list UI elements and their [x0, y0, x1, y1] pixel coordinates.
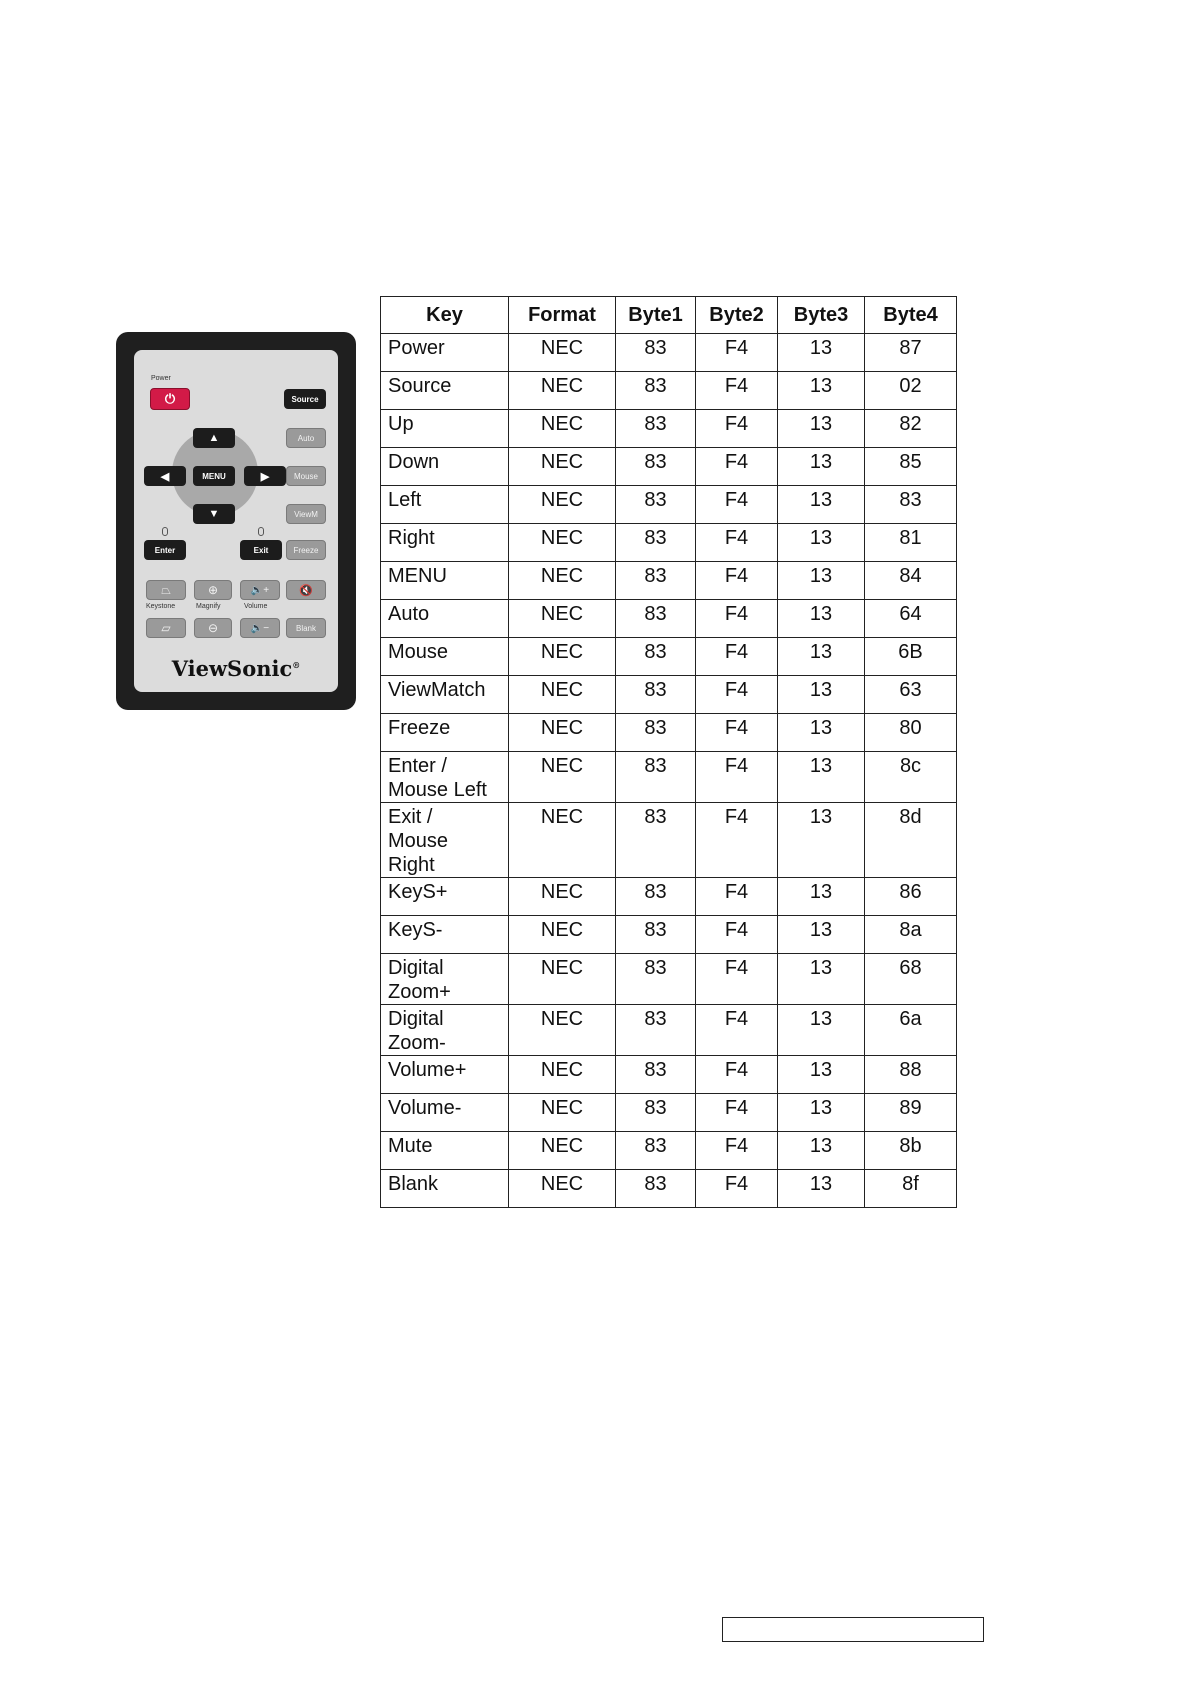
byte4-cell: 8f — [865, 1170, 957, 1208]
power-button — [150, 388, 190, 410]
format-cell: NEC — [509, 1005, 616, 1056]
key-cell: Exit / Mouse Right — [381, 803, 509, 878]
byte2-cell: F4 — [696, 410, 778, 448]
byte4-cell: 8b — [865, 1132, 957, 1170]
table-row — [381, 803, 957, 878]
zoom-out-button — [194, 618, 232, 638]
mouse-right-icon — [258, 527, 264, 536]
down-button — [193, 504, 235, 524]
byte4-cell: 63 — [865, 676, 957, 714]
byte3-cell: 13 — [778, 562, 865, 600]
format-cell: NEC — [509, 562, 616, 600]
byte1-cell: 83 — [616, 410, 696, 448]
key-cell: Auto — [381, 600, 509, 638]
byte1-cell: 83 — [616, 1170, 696, 1208]
byte3-cell: 13 — [778, 676, 865, 714]
header-key: Key — [381, 297, 509, 334]
byte4-cell: 87 — [865, 334, 957, 372]
byte1-cell: 83 — [616, 372, 696, 410]
key-cell: Up — [381, 410, 509, 448]
key-cell: Enter / Mouse Left — [381, 752, 509, 803]
byte2-cell: F4 — [696, 1170, 778, 1208]
format-cell: NEC — [509, 410, 616, 448]
byte1-cell: 83 — [616, 1094, 696, 1132]
byte2-cell: F4 — [696, 1132, 778, 1170]
byte1-cell: 83 — [616, 1132, 696, 1170]
byte2-cell: F4 — [696, 954, 778, 1005]
key-cell: Volume+ — [381, 1056, 509, 1094]
byte1-cell: 83 — [616, 600, 696, 638]
byte3-cell: 13 — [778, 916, 865, 954]
volume-label: Volume — [244, 603, 268, 610]
header-format: Format — [509, 297, 616, 334]
byte1-cell: 83 — [616, 1056, 696, 1094]
byte1-cell: 83 — [616, 1005, 696, 1056]
key-cell: Blank — [381, 1170, 509, 1208]
viewm-button: ViewM — [286, 504, 326, 524]
format-cell: NEC — [509, 1132, 616, 1170]
up-button — [193, 428, 235, 448]
key-cell: MENU — [381, 562, 509, 600]
auto-button: Auto — [286, 428, 326, 448]
table-row — [381, 410, 957, 448]
byte3-cell: 13 — [778, 1132, 865, 1170]
table-body — [381, 334, 957, 1208]
menu-button: MENU — [193, 466, 235, 486]
format-cell: NEC — [509, 954, 616, 1005]
byte3-cell: 13 — [778, 803, 865, 878]
keystone-minus-button — [146, 618, 186, 638]
byte3-cell: 13 — [778, 448, 865, 486]
byte2-cell: F4 — [696, 878, 778, 916]
format-cell: NEC — [509, 803, 616, 878]
byte1-cell: 83 — [616, 714, 696, 752]
format-cell: NEC — [509, 752, 616, 803]
format-cell: NEC — [509, 486, 616, 524]
table-row — [381, 676, 957, 714]
byte4-cell: 86 — [865, 878, 957, 916]
table-row — [381, 486, 957, 524]
table-row — [381, 1170, 957, 1208]
byte4-cell: 80 — [865, 714, 957, 752]
byte1-cell: 83 — [616, 638, 696, 676]
format-cell: NEC — [509, 638, 616, 676]
byte4-cell: 81 — [865, 524, 957, 562]
byte1-cell: 83 — [616, 524, 696, 562]
format-cell: NEC — [509, 372, 616, 410]
key-cell: Source — [381, 372, 509, 410]
byte4-cell: 8a — [865, 916, 957, 954]
byte4-cell: 02 — [865, 372, 957, 410]
byte2-cell: F4 — [696, 1094, 778, 1132]
byte2-cell: F4 — [696, 524, 778, 562]
keystone-plus-button — [146, 580, 186, 600]
key-cell: Down — [381, 448, 509, 486]
freeze-button: Freeze — [286, 540, 326, 560]
key-cell: Power — [381, 334, 509, 372]
byte3-cell: 13 — [778, 334, 865, 372]
byte3-cell: 13 — [778, 372, 865, 410]
footer-box — [722, 1617, 984, 1642]
table-row — [381, 1094, 957, 1132]
byte3-cell: 13 — [778, 1056, 865, 1094]
table-row — [381, 448, 957, 486]
table-row — [381, 916, 957, 954]
table-row — [381, 714, 957, 752]
byte1-cell: 83 — [616, 916, 696, 954]
byte2-cell: F4 — [696, 638, 778, 676]
left-button — [144, 466, 186, 486]
volume-up-button — [240, 580, 280, 600]
table-row — [381, 524, 957, 562]
arrow-up-icon: ▲ — [208, 432, 220, 444]
byte1-cell: 83 — [616, 562, 696, 600]
byte2-cell: F4 — [696, 676, 778, 714]
table-header — [381, 297, 957, 334]
table-row — [381, 878, 957, 916]
byte2-cell: F4 — [696, 916, 778, 954]
byte4-cell: 6B — [865, 638, 957, 676]
zoom-in-icon: ⊕ — [207, 583, 219, 597]
right-button — [244, 466, 286, 486]
format-cell: NEC — [509, 676, 616, 714]
table-row — [381, 1056, 957, 1094]
keystone-label: Keystone — [146, 603, 176, 610]
format-cell: NEC — [509, 714, 616, 752]
key-cell: ViewMatch — [381, 676, 509, 714]
byte2-cell: F4 — [696, 803, 778, 878]
byte4-cell: 82 — [865, 410, 957, 448]
remote-control-illustration — [116, 332, 356, 710]
key-cell: Digital Zoom+ — [381, 954, 509, 1005]
enter-button: Enter — [144, 540, 186, 560]
byte2-cell: F4 — [696, 600, 778, 638]
byte3-cell: 13 — [778, 1094, 865, 1132]
power-icon: ⏻ — [164, 391, 176, 406]
header-byte1: Byte1 — [616, 297, 696, 334]
header-byte2: Byte2 — [696, 297, 778, 334]
mouse-button: Mouse — [286, 466, 326, 486]
byte4-cell: 8d — [865, 803, 957, 878]
header-byte4: Byte4 — [865, 297, 957, 334]
byte4-cell: 89 — [865, 1094, 957, 1132]
zoom-in-button — [194, 580, 232, 600]
format-cell: NEC — [509, 600, 616, 638]
table-row — [381, 954, 957, 1005]
format-cell: NEC — [509, 1056, 616, 1094]
key-cell: Right — [381, 524, 509, 562]
byte3-cell: 13 — [778, 524, 865, 562]
byte1-cell: 83 — [616, 486, 696, 524]
byte1-cell: 83 — [616, 334, 696, 372]
table-row — [381, 562, 957, 600]
byte4-cell: 64 — [865, 600, 957, 638]
volume-down-button — [240, 618, 280, 638]
byte2-cell: F4 — [696, 372, 778, 410]
keystone-down-icon: ⏥ — [161, 621, 171, 635]
mouse-left-icon — [162, 527, 168, 536]
source-button: Source — [284, 389, 326, 409]
byte1-cell: 83 — [616, 448, 696, 486]
key-cell: Digital Zoom- — [381, 1005, 509, 1056]
arrow-left-icon: ◀ — [160, 470, 170, 483]
volume-down-icon: 🔈− — [250, 622, 270, 634]
format-cell: NEC — [509, 878, 616, 916]
header-byte3: Byte3 — [778, 297, 865, 334]
byte2-cell: F4 — [696, 562, 778, 600]
mute-icon: 🔇 — [299, 584, 313, 597]
key-cell: KeyS- — [381, 916, 509, 954]
header-row — [381, 297, 957, 334]
byte2-cell: F4 — [696, 334, 778, 372]
table-row — [381, 600, 957, 638]
byte3-cell: 13 — [778, 954, 865, 1005]
table-row — [381, 1132, 957, 1170]
mute-button — [286, 580, 326, 600]
byte3-cell: 13 — [778, 638, 865, 676]
brand-logo: ViewSonic® — [171, 656, 301, 681]
format-cell: NEC — [509, 334, 616, 372]
byte3-cell: 13 — [778, 1005, 865, 1056]
byte1-cell: 83 — [616, 878, 696, 916]
table-row — [381, 1005, 957, 1056]
table-row — [381, 638, 957, 676]
byte1-cell: 83 — [616, 803, 696, 878]
volume-up-icon: 🔈+ — [250, 584, 270, 596]
byte3-cell: 13 — [778, 752, 865, 803]
table-row — [381, 372, 957, 410]
byte3-cell: 13 — [778, 1170, 865, 1208]
format-cell: NEC — [509, 524, 616, 562]
byte4-cell: 88 — [865, 1056, 957, 1094]
byte1-cell: 83 — [616, 954, 696, 1005]
magnify-label: Magnify — [196, 603, 221, 610]
arrow-right-icon: ▶ — [260, 470, 270, 483]
format-cell: NEC — [509, 916, 616, 954]
key-cell: Left — [381, 486, 509, 524]
exit-button: Exit — [240, 540, 282, 560]
byte1-cell: 83 — [616, 752, 696, 803]
ir-code-table — [380, 296, 957, 1208]
zoom-out-icon: ⊖ — [207, 621, 219, 635]
byte2-cell: F4 — [696, 752, 778, 803]
format-cell: NEC — [509, 448, 616, 486]
byte2-cell: F4 — [696, 714, 778, 752]
format-cell: NEC — [509, 1170, 616, 1208]
remote-face — [134, 350, 338, 692]
byte3-cell: 13 — [778, 486, 865, 524]
key-cell: KeyS+ — [381, 878, 509, 916]
byte4-cell: 8c — [865, 752, 957, 803]
byte1-cell: 83 — [616, 676, 696, 714]
byte3-cell: 13 — [778, 714, 865, 752]
table-row — [381, 752, 957, 803]
byte2-cell: F4 — [696, 486, 778, 524]
byte3-cell: 13 — [778, 410, 865, 448]
key-cell: Volume- — [381, 1094, 509, 1132]
byte4-cell: 6a — [865, 1005, 957, 1056]
format-cell: NEC — [509, 1094, 616, 1132]
key-cell: Mouse — [381, 638, 509, 676]
byte4-cell: 68 — [865, 954, 957, 1005]
byte3-cell: 13 — [778, 878, 865, 916]
blank-button: Blank — [286, 618, 326, 638]
byte4-cell: 83 — [865, 486, 957, 524]
key-cell: Mute — [381, 1132, 509, 1170]
byte2-cell: F4 — [696, 1056, 778, 1094]
byte4-cell: 85 — [865, 448, 957, 486]
power-label: Power — [151, 375, 171, 382]
byte2-cell: F4 — [696, 1005, 778, 1056]
table-row — [381, 334, 957, 372]
byte3-cell: 13 — [778, 600, 865, 638]
byte4-cell: 84 — [865, 562, 957, 600]
arrow-down-icon: ▼ — [208, 508, 220, 520]
keystone-up-icon: ⏢ — [161, 582, 171, 597]
key-cell: Freeze — [381, 714, 509, 752]
byte2-cell: F4 — [696, 448, 778, 486]
